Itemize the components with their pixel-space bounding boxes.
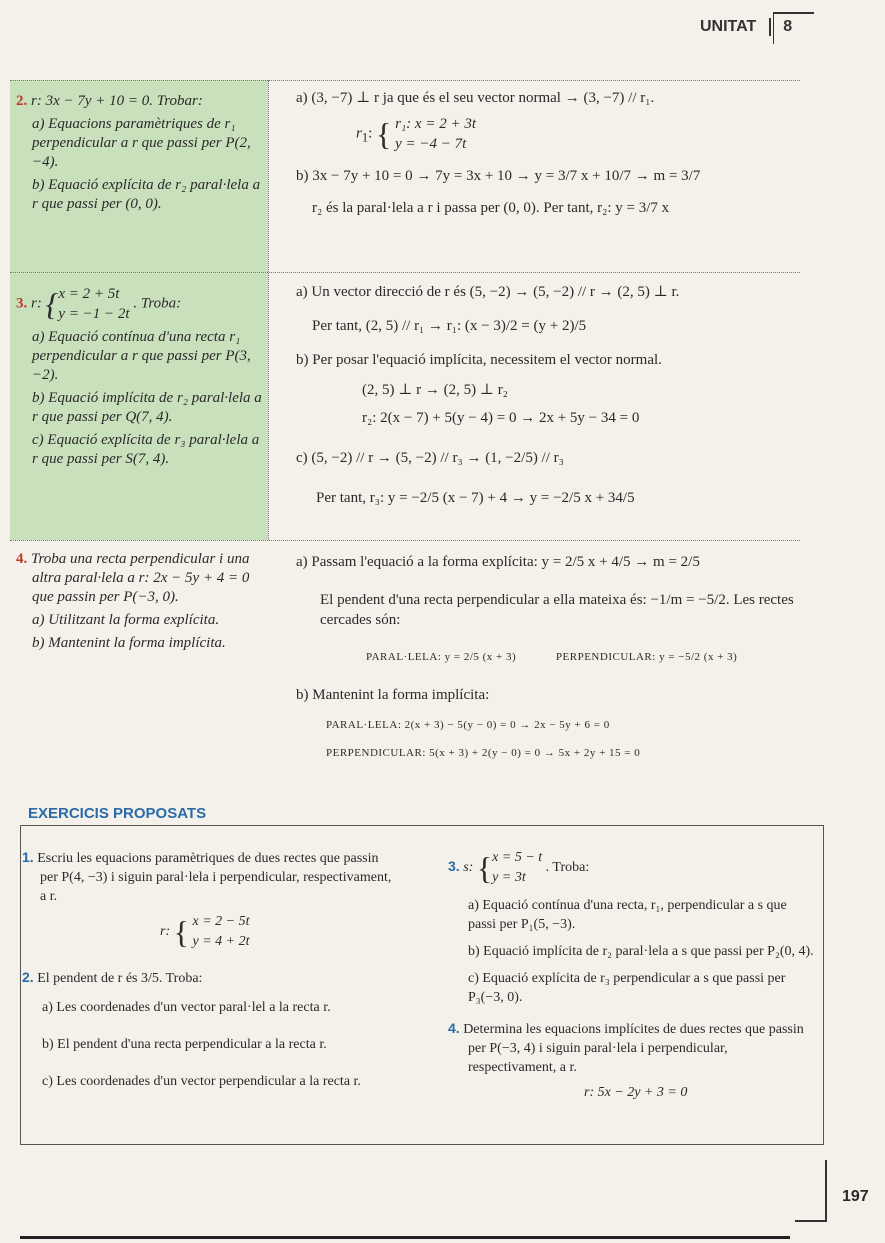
- statement-text: Troba una recta perpendicular i una altra paral·lela a r: 2x − 5y + 4 = 0 que passin per P(−3, 0).: [31, 551, 250, 605]
- solution-line: PERPENDICULAR: 5(x + 3) + 2(y − 0) = 0 → 5x + 2y + 15 = 0: [326, 747, 641, 759]
- example-4-solution: [296, 552, 796, 763]
- solution-line: PERPENDICULAR: y = −5/2 (x + 3): [555, 651, 738, 663]
- parametric-system: $r_1$: { r₁: x = 2 + 3t y = −4 − 7t: [356, 116, 476, 152]
- statement-text: r: 3x − 7y + 10 = 0. Trobar:: [31, 93, 203, 109]
- header-corner: [773, 12, 814, 44]
- page-corner: [795, 1160, 827, 1222]
- part: a) Les coordenades d'un vector paral·lel a la recta r.: [42, 1000, 331, 1015]
- solution-line: PARAL·LELA: 2(x + 3) − 5(y − 0) = 0 → 2x − 5y + 6 = 0: [326, 719, 610, 731]
- exercise-text: Escriu les equacions paramètriques de dues rectes que passin per P(4, −3) i siguin paral·lela i perpendicular, respectivament, a r.: [37, 851, 392, 904]
- example-2-statement: [16, 92, 264, 214]
- proposed-col-right: 3. s: {x = 5 − t y = 3t . Troba: a) Equació contínua d'una recta, r₁, perpendicular a s que passi per P₁(5, −3). b) Equació implícita de r₂ paral·lela a s que passi per P₂(0, 4). c) Equació explícita de r₃ perpendicular a s que passi per P₃(−3, 0). 4. Determina les equacions implícites de dues rectes que passin per P(−3, 4) i siguin paral·lela i perpendicular, respectivament, a r. r: 5x − 2y + 3 = 0: [448, 848, 818, 1102]
- example-4-statement: [16, 550, 264, 653]
- solution-line: a) (3, −7) ⊥ r ja que és el seu vector normal → (3, −7) // r₁.: [296, 90, 655, 106]
- divider: [10, 540, 800, 541]
- part: b) Equació explícita de r₂ paral·lela a r que passi per (0, 0).: [32, 177, 261, 212]
- part: b) Mantenint la forma implícita.: [32, 635, 226, 651]
- example-number: 4.: [16, 551, 28, 567]
- solution-line: a) Un vector direcció de r és (5, −2) → (5, −2) // r → (2, 5) ⊥ r.: [296, 284, 680, 300]
- solution-line: c) (5, −2) // r → (5, −2) // r₃ → (1, −2/5) // r₃: [296, 450, 564, 466]
- solution-line: b) Per posar l'equació implícita, necessitem el vector normal.: [296, 352, 662, 368]
- example-2-solution: [296, 88, 796, 218]
- system-eq: x = 2 − 5t: [192, 914, 250, 929]
- page-number: 197: [842, 1188, 869, 1205]
- system-eq: y = 4 + 2t: [192, 934, 250, 949]
- solution-line: PARAL·LELA: y = 2/5 (x + 3): [366, 651, 517, 663]
- parametric-system: r: { x = 2 − 5t y = 4 + 2t: [160, 914, 250, 950]
- system-eq: y = 3t: [492, 870, 526, 885]
- exercise-tail: . Troba:: [545, 860, 590, 876]
- proposed-col-left: [22, 848, 392, 1091]
- exercise-number: 1.: [22, 849, 34, 865]
- statement-tail: . Troba:: [133, 295, 182, 312]
- example-3-statement: 3. r: {x = 2 + 5t y = −1 − 2t . Troba: a) Equació contínua d'una recta r₁ perpendicular a r que passi per P(3, −2). b) Equació implícita de r₂ paral·lela a r que passi per Q(7, 4). c) Equació explícita de r₃ paral·lela a r que passi per S(7, 4).: [16, 284, 264, 469]
- solution-line: r₂ és la paral·lela a r i passa per (0, 0). Per tant, r₂: y = 3/7 x: [312, 200, 670, 216]
- exercise-number: 4.: [448, 1020, 460, 1036]
- solution-line: a) Passam l'equació a la forma explícita: y = 2/5 x + 4/5 → m = 2/5: [296, 554, 700, 570]
- part: b) Equació implícita de r₂ paral·lela a s que passi per P₂(0, 4).: [468, 944, 814, 959]
- part: a) Equacions paramètriques de r₁ perpendicular a r que passi per P(2, −4).: [32, 116, 251, 170]
- solution-line: r₂: 2(x − 7) + 5(y − 4) = 0 → 2x + 5y − 34 = 0: [362, 410, 640, 426]
- system-label: r:: [160, 924, 171, 940]
- part: b) El pendent d'una recta perpendicular a la recta r.: [42, 1037, 327, 1052]
- system-eq: x = 2 + 5t: [58, 286, 120, 302]
- part: c) Equació explícita de r₃ perpendicular a s que passi per P₃(−3, 0).: [468, 971, 786, 1005]
- part: a) Utilitzant la forma explícita.: [32, 612, 220, 628]
- solution-line: Per tant, r₃: y = −2/5 (x − 7) + 4 → y = −2/5 x + 34/5: [316, 490, 635, 506]
- solution-line: El pendent d'una recta perpendicular a ella mateixa és: −1/m = −5/2. Les rectes cercades són:: [320, 592, 794, 628]
- system-eq: y = −1 − 2t: [58, 306, 130, 322]
- exercise-text: Determina les equacions implícites de dues rectes que passin per P(−3, 4) i siguin paral·lela i perpendicular, respectivament, a r.: [463, 1022, 804, 1075]
- part: c) Equació explícita de r₃ paral·lela a r que passi per S(7, 4).: [32, 432, 260, 467]
- example-3-solution: [296, 282, 796, 508]
- solution-line: b) 3x − 7y + 10 = 0 → 7y = 3x + 10 → y = 3/7 x + 10/7 → m = 3/7: [296, 168, 701, 184]
- example-number: 3.: [16, 295, 28, 312]
- proposed-title: EXERCICIS PROPOSATS: [28, 805, 207, 822]
- divider: [10, 80, 800, 81]
- part: a) Equació contínua d'una recta, r₁, perpendicular a s que passi per P₁(5, −3).: [468, 898, 787, 932]
- solution-line: Per tant, (2, 5) // r₁ → r₁: (x − 3)/2 = (y + 2)/5: [312, 318, 587, 334]
- bottom-rule: [20, 1236, 790, 1239]
- part: a) Equació contínua d'una recta r₁ perpendicular a r que passi per P(3, −2).: [32, 329, 251, 383]
- part: c) Les coordenades d'un vector perpendicular a la recta r.: [42, 1074, 361, 1089]
- part: b) Equació implícita de r₂ paral·lela a r que passi per Q(7, 4).: [32, 390, 262, 425]
- system-eq: x = 5 − t: [492, 850, 543, 865]
- divider: [10, 272, 800, 273]
- unit-label: UNITAT: [700, 18, 757, 36]
- solution-line: (2, 5) ⊥ r → (2, 5) ⊥ r₂: [362, 382, 508, 398]
- unit-number: 8: [783, 18, 793, 36]
- system-eq: y = −4 − 7t: [395, 136, 467, 152]
- system-label: s:: [463, 860, 474, 876]
- exercise-text: El pendent de r és 3/5. Troba:: [37, 971, 203, 986]
- solution-line: b) Mantenint la forma implícita:: [296, 687, 490, 703]
- system-eq: r₁: x = 2 + 3t: [395, 116, 476, 132]
- example-number: 2.: [16, 93, 28, 109]
- equation: r: 5x − 2y + 3 = 0: [584, 1085, 688, 1100]
- column-divider: [268, 80, 269, 540]
- exercise-number: 3.: [448, 858, 460, 875]
- exercise-number: 2.: [22, 969, 34, 985]
